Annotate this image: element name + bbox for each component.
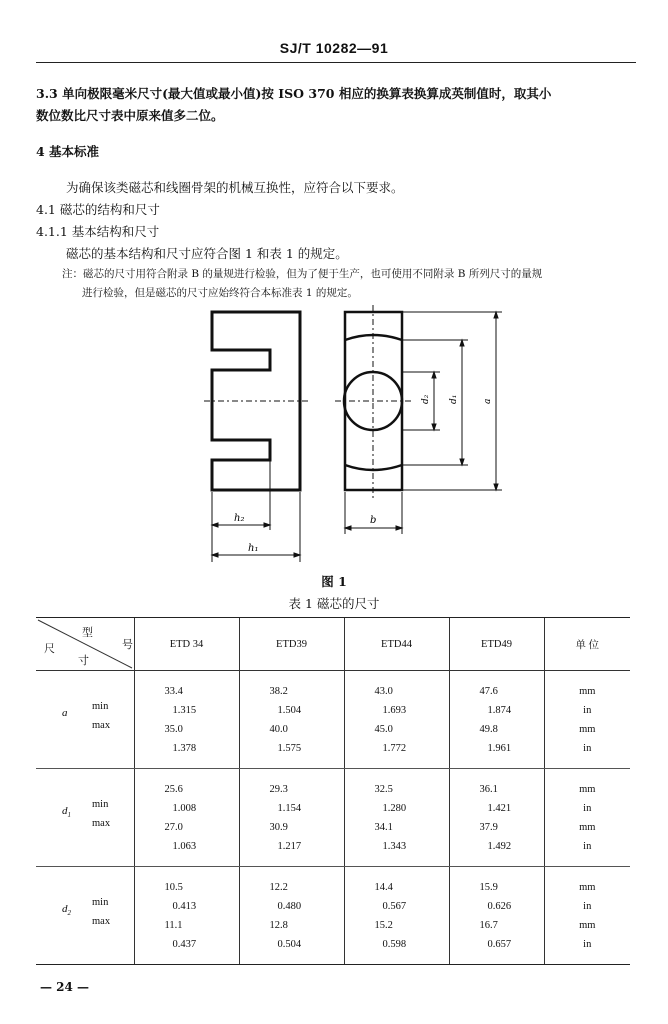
page-number: — 24 — [40,980,90,994]
param-symbol: $d_2$ [62,903,71,918]
table-cell: 43.0 [374,686,393,697]
label-h2: h₂ [234,513,245,524]
table-cell: 1.772 [382,743,407,754]
table-cell: 16.7 [479,920,498,931]
table-cell: 1.378 [172,743,197,754]
table-cell: 10.5 [164,882,183,893]
section-4-1-1-heading: 4.1.1 基本结构和尺寸 [36,224,160,239]
min-label: min [92,799,109,810]
table-row-group-d1 [36,769,630,867]
table-cell: 37.9 [479,822,498,833]
unit-cell: mm [579,882,596,893]
unit-cell: in [583,939,592,950]
table-cell: 0.626 [487,901,512,912]
column-header: ETD 34 [134,618,239,671]
corner-hao: 号 [122,639,133,651]
table-cell: 1.063 [172,841,197,852]
column-header: ETD49 [449,618,544,671]
unit-header: 单 位 [544,618,630,671]
unit-cell: mm [579,920,596,931]
max-label: max [92,818,111,829]
table-cell: 0.598 [382,939,407,950]
table-cell: 14.4 [374,882,393,893]
table-cell: 1.504 [277,705,302,716]
param-symbol: a [62,707,68,719]
table-cell: 45.0 [374,724,393,735]
table-cell: 1.280 [382,803,407,814]
unit-cell: mm [579,686,596,697]
table-cell: 12.8 [269,920,288,931]
max-label: max [92,720,111,731]
table-cell: 36.1 [479,784,498,795]
table-cell: 1.961 [487,743,512,754]
table-cell: 1.217 [277,841,302,852]
corner-xing: 型 [82,627,93,639]
unit-cell: in [583,743,592,754]
table-header-row [36,618,630,671]
table-corner-cell [36,618,134,671]
table-cell: 1.693 [382,705,407,716]
table-cell: 15.9 [479,882,498,893]
label-d2: d₂ [421,394,431,404]
section-4-1-1-text: 磁芯的基本结构和尺寸应符合图 1 和表 1 的规定。 [66,246,348,261]
section-3-3-line2: 数位数比尺寸表中原来值多二位。 [36,108,224,123]
corner-cun: 寸 [78,655,89,667]
label-h1: h₁ [248,543,259,554]
note-line1: 注：磁芯的尺寸用符合附录 B 的量规进行检验，但为了便于生产，也可使用不同附录 B 所列尺寸的量规 [62,268,543,280]
table-cell: 38.2 [269,686,288,697]
unit-cell: mm [579,822,596,833]
table-cell: 32.5 [374,784,393,795]
figure-caption: 图 1 [321,574,347,589]
section-3-3-line1: 3.3 单向极限毫米尺寸(最大值或最小值)按 ISO 370 相应的换算表换算成英制值时，取其小 [36,86,552,101]
column-header: ETD44 [344,618,449,671]
label-a: a [483,398,493,404]
table-row-group-d2 [36,867,630,965]
unit-cell: in [583,705,592,716]
table-cell: 33.4 [164,686,183,697]
table-cell: 30.9 [269,822,288,833]
unit-cell: mm [579,784,596,795]
label-d1: d₁ [449,394,459,404]
table-cell: 1.421 [487,803,512,814]
table-cell: 1.492 [487,841,512,852]
min-label: min [92,701,109,712]
unit-cell: in [583,901,592,912]
column-header: ETD39 [239,618,344,671]
corner-chi: 尺 [44,643,55,655]
table-cell: 47.6 [479,686,498,697]
table-cell: 1.008 [172,803,197,814]
unit-cell: mm [579,724,596,735]
document-header: SJ/T 10282—91 [279,40,389,56]
table-cell: 25.6 [164,784,183,795]
table-cell: 15.2 [374,920,393,931]
table-cell: 0.437 [172,939,197,950]
max-label: max [92,916,111,927]
table-cell: 1.343 [382,841,407,852]
table-cell: 1.315 [172,705,197,716]
section-4-1-heading: 4.1 磁芯的结构和尺寸 [36,202,160,217]
table-cell: 49.8 [479,724,498,735]
table-row-group-a [36,671,630,769]
table-cell: 0.480 [277,901,302,912]
table-cell: 27.0 [164,822,183,833]
table-cell: 12.2 [269,882,288,893]
min-label: min [92,897,109,908]
table-cell: 35.0 [164,724,183,735]
table-cell: 34.1 [374,822,393,833]
table-cell: 0.504 [277,939,302,950]
table-caption: 表 1 磁芯的尺寸 [288,596,380,611]
dimensions-table [36,617,630,965]
table-cell: 0.657 [487,939,512,950]
param-symbol: $d_1$ [62,805,71,820]
table-cell: 29.3 [269,784,288,795]
table-cell: 1.154 [277,803,302,814]
table-cell: 0.567 [382,901,407,912]
section-4-intro: 为确保该类磁芯和线圈骨架的机械互换性，应符合以下要求。 [66,180,404,195]
section-4-heading: 4 基本标准 [36,144,100,159]
table-cell: 1.575 [277,743,302,754]
label-b: b [370,515,377,526]
header-rule [36,62,636,63]
table-cell: 40.0 [269,724,288,735]
unit-cell: in [583,841,592,852]
note-line2: 进行检验，但是磁芯的尺寸应始终符合本标准表 1 的规定。 [82,287,358,299]
unit-cell: in [583,803,592,814]
figure-1-drawing [190,300,520,570]
table-cell: 11.1 [164,920,183,931]
table-cell: 1.874 [487,705,512,716]
table-cell: 0.413 [172,901,197,912]
